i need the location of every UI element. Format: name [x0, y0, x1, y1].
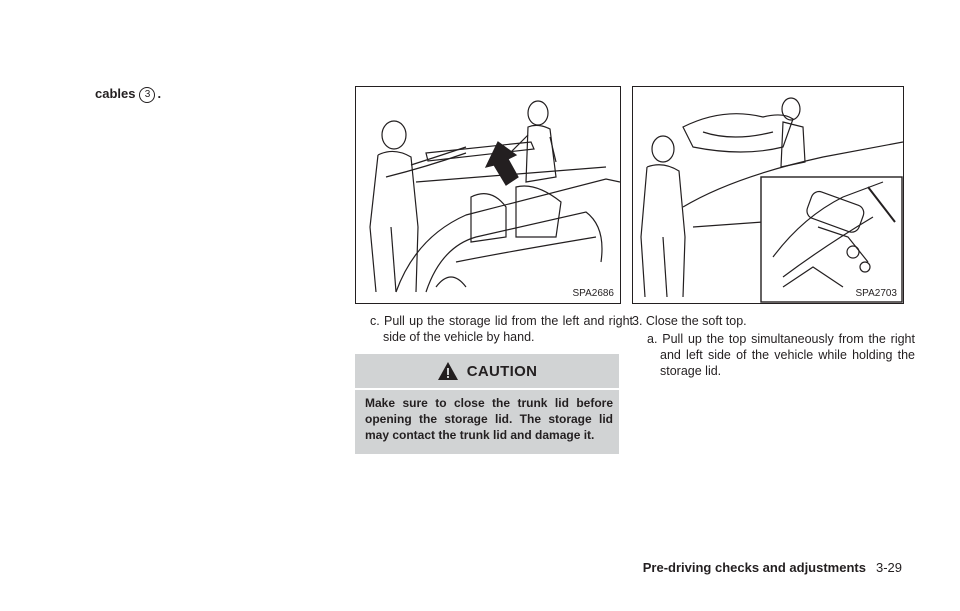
figure-storage-lid [355, 86, 621, 304]
callout-marker: 3 [139, 87, 155, 103]
caution-body: Make sure to close the trunk lid before opening the storage lid. The storage lid may contact the trunk lid and damage it. [365, 396, 613, 442]
warning-icon [437, 361, 459, 381]
figure-label: SPA2686 [572, 288, 614, 299]
page-footer [643, 560, 902, 575]
step-3-text: 3. Close the soft top. [632, 314, 747, 328]
illustration-soft-top [633, 87, 903, 303]
page-number: 3-29 [875, 560, 902, 575]
caution-box [355, 354, 619, 454]
step-a-text: a. Pull up the top simultaneously from the right and left side of the vehicle while holding the storage lid. [647, 332, 915, 378]
figure-label: SPA2703 [855, 288, 897, 299]
caution-header [355, 354, 619, 390]
illustration-storage-lid [356, 87, 620, 303]
intro-text: cables 3 . [95, 86, 162, 101]
footer-section: Pre-driving checks and adjustments [642, 560, 866, 575]
step-c-text: c. Pull up the storage lid from the left and right side of the vehicle by hand. [370, 314, 633, 344]
figure-soft-top [632, 86, 904, 304]
caution-title: CAUTION [466, 362, 538, 380]
